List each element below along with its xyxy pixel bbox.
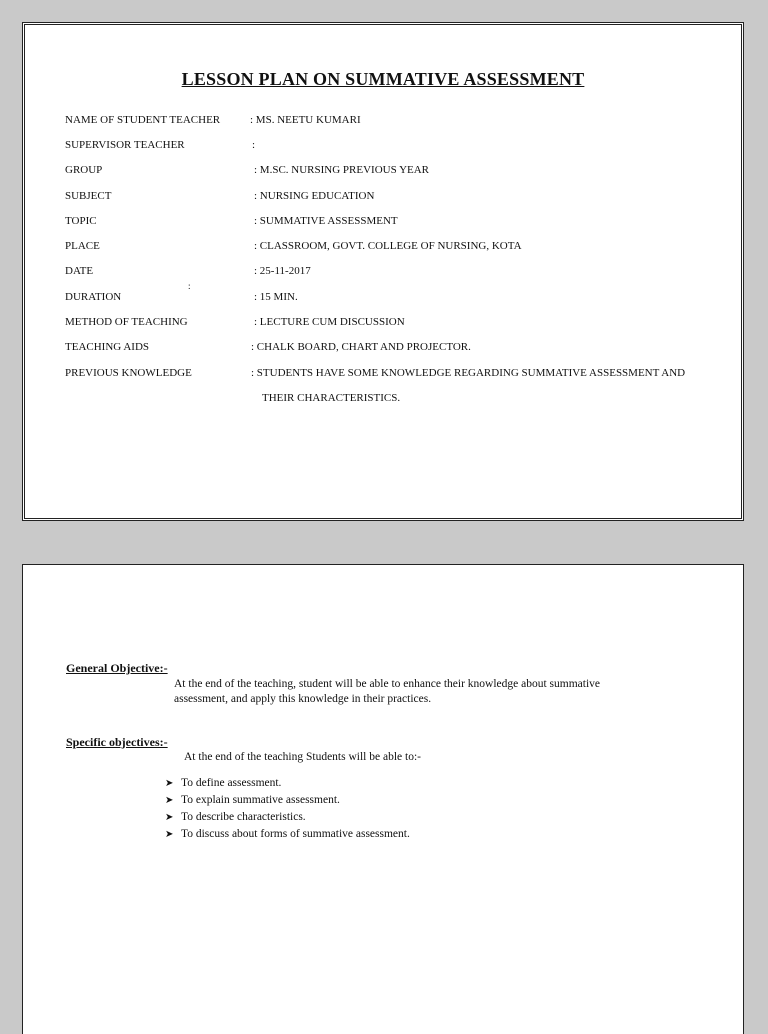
page-title: LESSON PLAN ON SUMMATIVE ASSESSMENT xyxy=(181,69,585,89)
field-value: : 25-11-2017 xyxy=(254,265,311,277)
list-item: ➤ To discuss about forms of summative assessment. xyxy=(165,828,410,840)
arrow-bullet-icon: ➤ xyxy=(165,778,174,789)
field-value: : STUDENTS HAVE SOME KNOWLEDGE REGARDING SUMMATIVE ASSESSMENT AND xyxy=(251,367,686,379)
field-label: TOPIC xyxy=(65,215,97,227)
field-value: : NURSING EDUCATION xyxy=(254,190,375,202)
stray-colon: : xyxy=(188,281,191,291)
field-label: SUPERVISOR TEACHER xyxy=(65,139,185,151)
field-value: : xyxy=(252,139,256,151)
list-item: ➤ To describe characteristics. xyxy=(165,811,306,823)
lesson-plan-page-1 xyxy=(22,22,744,521)
field-label: TEACHING AIDS xyxy=(65,341,150,353)
arrow-bullet-icon: ➤ xyxy=(165,829,174,840)
list-item: ➤ To define assessment. xyxy=(165,777,282,789)
field-value: : SUMMATIVE ASSESSMENT xyxy=(254,215,398,227)
field-label: GROUP xyxy=(65,164,103,176)
arrow-bullet-icon: ➤ xyxy=(165,795,174,806)
general-objective-line-1: At the end of the teaching, student will be able to enhance their knowledge about summative xyxy=(174,678,601,690)
general-objective-text xyxy=(174,677,600,707)
general-objective-line-2: assessment, and apply this knowledge in their practices. xyxy=(174,693,432,705)
field-label: PLACE xyxy=(65,240,100,252)
field-value: : CHALK BOARD, CHART AND PROJECTOR. xyxy=(251,341,471,353)
field-value: : M.SC. NURSING PREVIOUS YEAR xyxy=(254,164,430,176)
specific-objectives-list xyxy=(165,777,410,845)
field-value: : 15 MIN. xyxy=(254,291,298,303)
field-label: DATE xyxy=(65,265,94,277)
field-label: DURATION xyxy=(65,291,122,303)
field-value: : LECTURE CUM DISCUSSION xyxy=(254,316,405,328)
specific-objectives-intro: At the end of the teaching Students will be able to:- xyxy=(184,751,421,763)
field-value-continuation: THEIR CHARACTERISTICS. xyxy=(262,392,401,404)
field-label: SUBJECT xyxy=(65,190,112,202)
specific-objectives-heading: Specific objectives:- xyxy=(66,735,168,749)
arrow-bullet-icon: ➤ xyxy=(165,812,174,823)
field-value: : MS. NEETU KUMARI xyxy=(250,114,361,126)
field-label: METHOD OF TEACHING xyxy=(65,316,188,328)
field-value: : CLASSROOM, GOVT. COLLEGE OF NURSING, KOTA xyxy=(254,240,522,252)
list-item: ➤ To explain summative assessment. xyxy=(165,794,340,806)
field-label: NAME OF STUDENT TEACHER xyxy=(65,114,221,126)
general-objective-heading: General Objective:- xyxy=(66,661,168,675)
field-label: PREVIOUS KNOWLEDGE xyxy=(65,367,192,379)
lesson-plan-page-2 xyxy=(22,564,744,1034)
